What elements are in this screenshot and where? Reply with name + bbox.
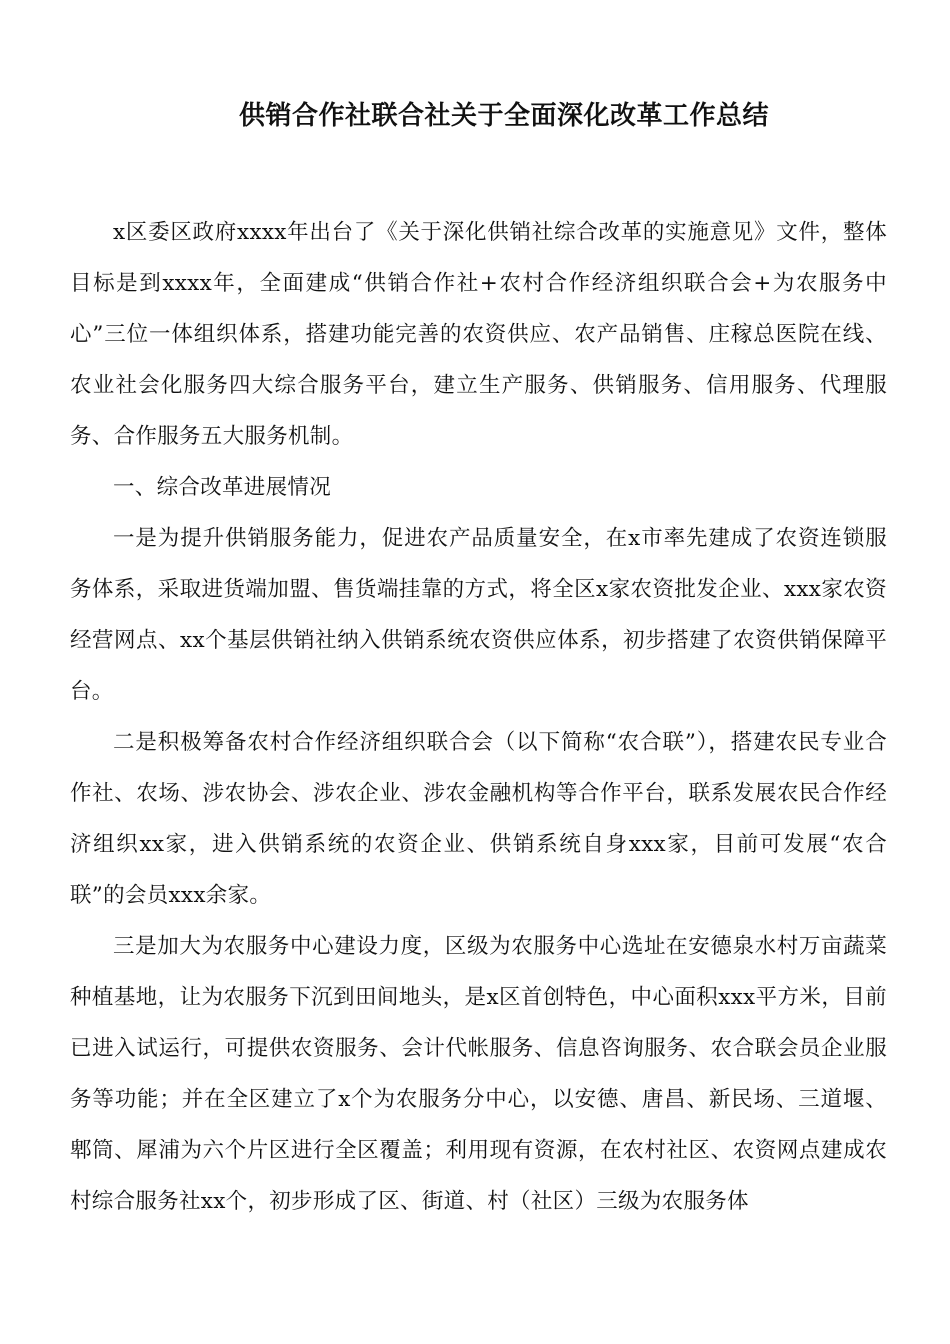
document-body [70,207,887,1227]
section-heading: 一、综合改革进展情况 [113,475,332,500]
body-paragraph: 一是为提升供销服务能力，促进农产品质量安全，在x市率先建成了农资连锁服务体系，采取进货端加盟、售货端挂靠的方式，将全区x家农资批发企业、xxx家农资经营网点、xx个基层供销社纳入供销系统农资供应体系，初步搭建了农资供销保障平台。 [70,526,887,704]
intro-paragraph: x区委区政府xxxx年出台了《关于深化供销社综合改革的实施意见》文件，整体目标是到xxxx年，全面建成“供销合作社+农村合作经济组织联合会+为农服务中心”三位一体组织体系，搭建功能完善的农资供应、农产品销售、庄稼总医院在线、农业社会化服务四大综合服务平台，建立生产服务、供销服务、信用服务、代理服务、合作服务五大服务机制。 [70,220,887,449]
body-paragraph: 三是加大为农服务中心建设力度，区级为农服务中心选址在安德泉水村万亩蔬菜种植基地，让为农服务下沉到田间地头，是x区首创特色，中心面积xxx平方米，目前已进入试运行，可提供农资服务、会计代帐服务、信息咨询服务、农合联会员企业服务等功能；并在全区建立了x个为农服务分中心，以安德、唐昌、新民场、三道堰、郫筒、犀浦为六个片区进行全区覆盖；利用现有资源，在农村社区、农资网点建成农村综合服务社xx个，初步形成了区、街道、村（社区）三级为农服务体 [70,934,887,1214]
body-paragraph: 二是积极筹备农村合作经济组织联合会（以下简称“农合联”），搭建农民专业合作社、农场、涉农协会、涉农企业、涉农金融机构等合作平台，联系发展农民合作经济组织xx家，进入供销系统的农资企业、供销系统自身xxx家，目前可发展“农合联”的会员xxx余家。 [70,730,887,908]
document-title: 供销合作社联合社关于全面深化改革工作总结 [238,101,769,131]
